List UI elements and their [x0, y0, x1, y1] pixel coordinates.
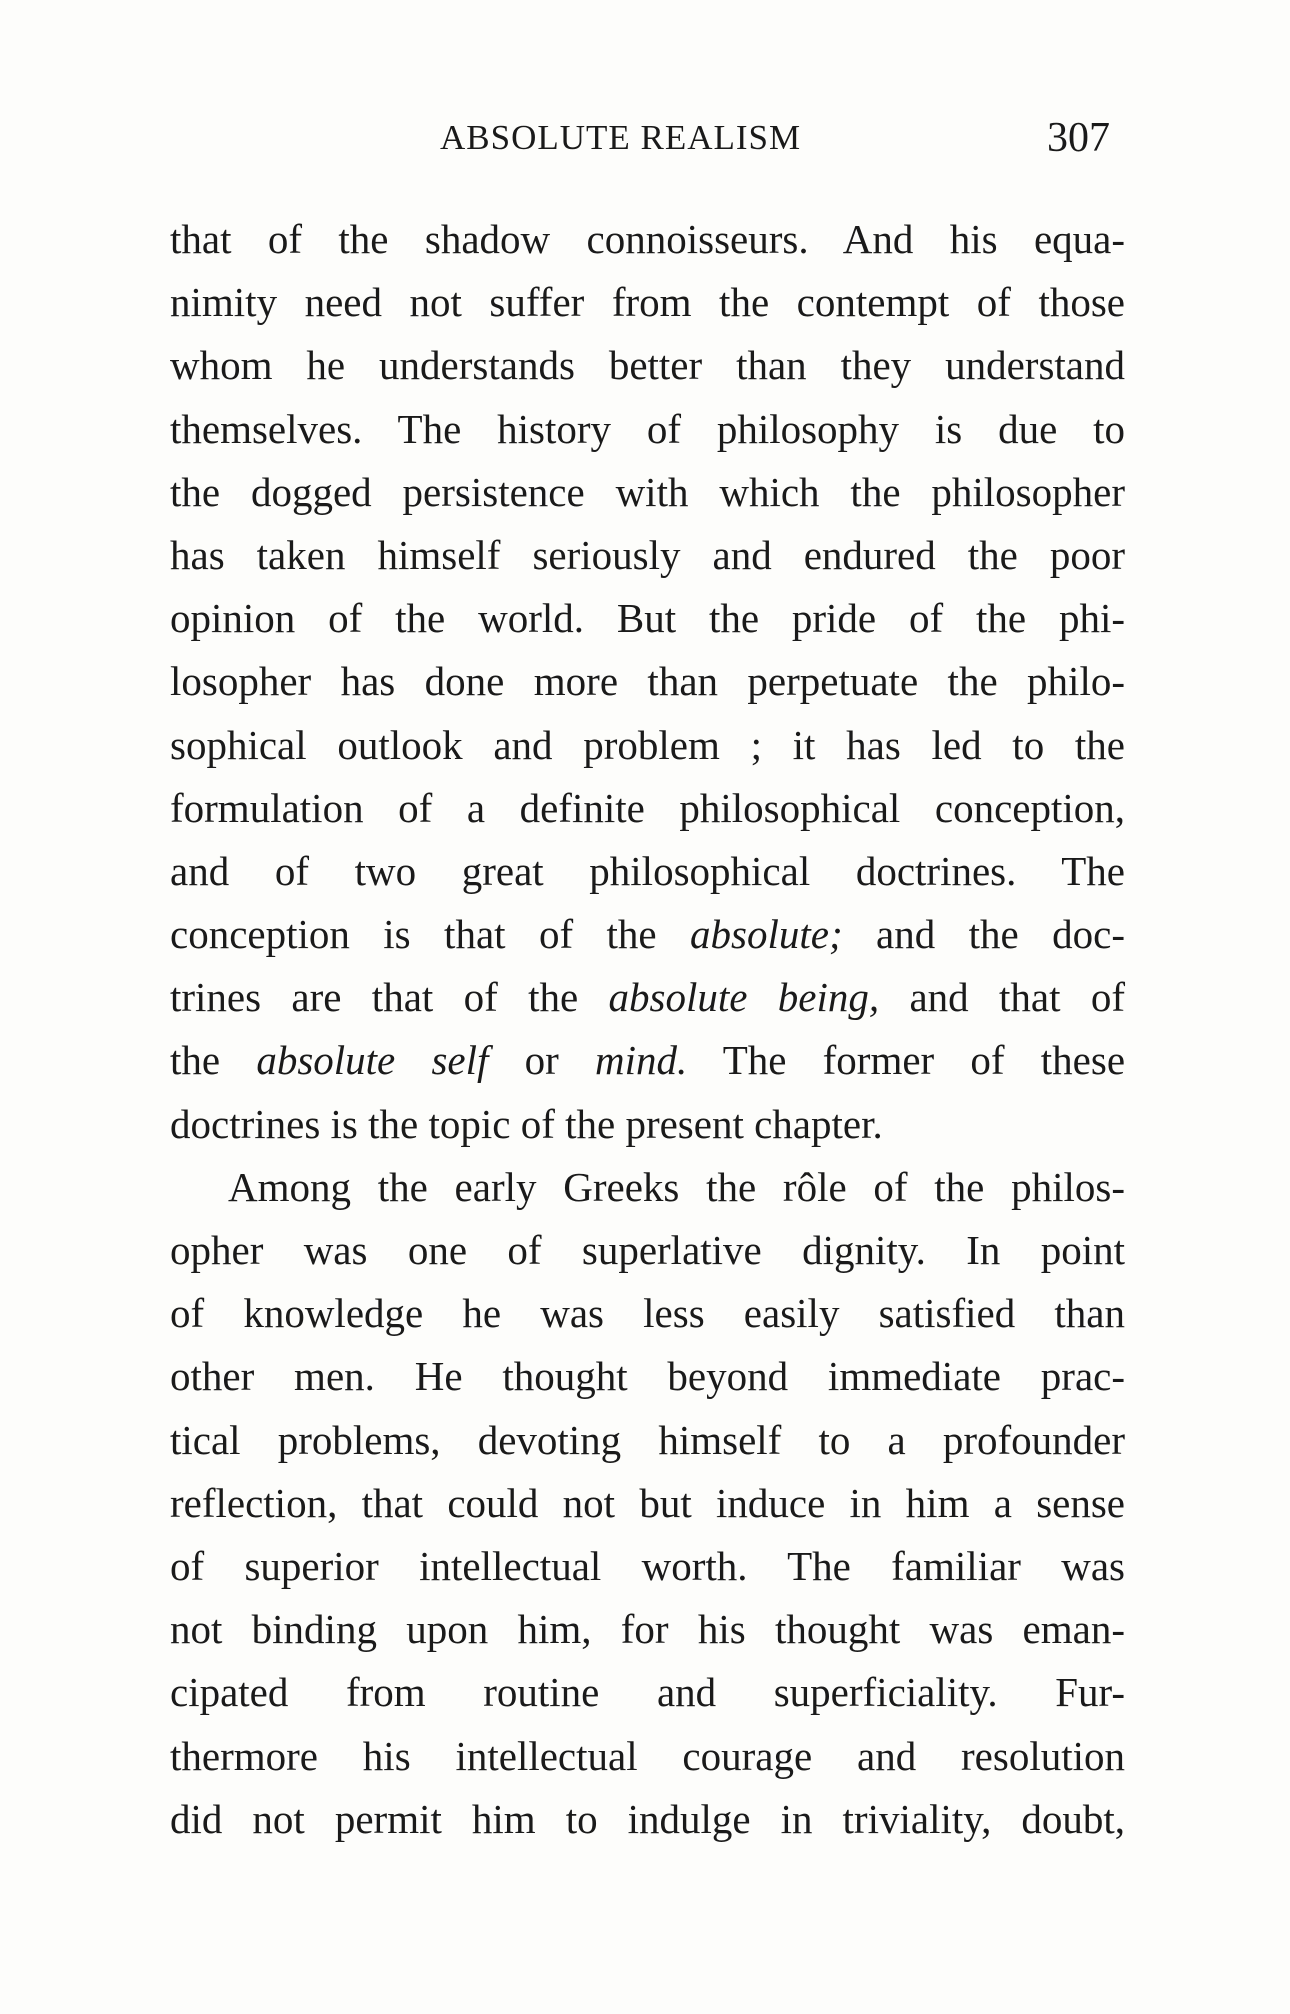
- text-line: reflection, that could not but induce in him a sense: [170, 1479, 1125, 1526]
- text-line: whom he understands better than they understand: [170, 342, 1125, 389]
- text-line: of knowledge he was less easily satisfied than: [170, 1290, 1125, 1337]
- text-line: of superior intellectual worth. The familiar was: [170, 1542, 1125, 1589]
- text-line: themselves. The history of philosophy is due to: [170, 405, 1125, 452]
- italic-term: absolute being,: [608, 974, 880, 1021]
- text-line: [170, 903, 1125, 966]
- text-line: the dogged persistence with which the philosopher: [170, 468, 1125, 515]
- text-line: nimity need not suffer from the contempt of those: [170, 279, 1125, 326]
- text-run: the: [170, 1037, 257, 1084]
- text-line: tical problems, devoting himself to a profounder: [170, 1416, 1125, 1463]
- text-run: The former of these: [687, 1037, 1126, 1084]
- text-line: other men. He thought beyond immediate prac-: [170, 1353, 1125, 1400]
- text-line: opher was one of superlative dignity. In point: [170, 1227, 1125, 1273]
- text-line: [170, 1029, 1125, 1092]
- text-line: losopher has done more than perpetuate the philo-: [170, 658, 1125, 705]
- text-line: not binding upon him, for his thought was eman-: [170, 1606, 1125, 1653]
- text-run: and that of: [879, 974, 1125, 1021]
- text-line: cipated from routine and superficiality. Fur-: [170, 1669, 1125, 1716]
- italic-term: absolute self: [256, 1037, 489, 1084]
- text-line: has taken himself seriously and endured the poor: [170, 531, 1125, 578]
- body-text: [170, 208, 1125, 1851]
- text-line: doctrines is the topic of the present chapter.: [170, 1100, 883, 1147]
- text-line: thermore his intellectual courage and resolution: [170, 1732, 1125, 1779]
- text-line: and of two great philosophical doctrines. The: [170, 847, 1125, 894]
- text-run: or: [488, 1037, 595, 1084]
- text-line: formulation of a definite philosophical conception,: [170, 784, 1125, 831]
- text-line: did not permit him to indulge in triviality, doubt,: [170, 1795, 1125, 1842]
- running-title: ABSOLUTE REALISM: [440, 118, 802, 157]
- text-line: sophical outlook and problem ; it has led to the: [170, 721, 1125, 768]
- text-line: Among the early Greeks the rôle of the philos-: [228, 1163, 1125, 1210]
- italic-term: absolute;: [690, 911, 843, 958]
- paragraph: [170, 208, 1125, 1156]
- paragraph: [170, 1156, 1125, 1851]
- text-line: that of the shadow connoisseurs. And his equa-: [170, 216, 1125, 262]
- text-line: opinion of the world. But the pride of the phi-: [170, 595, 1125, 642]
- text-run: trines are that of the: [170, 974, 609, 1021]
- text-line: [170, 966, 1125, 1029]
- running-head: [170, 115, 1120, 168]
- page-number: 307: [1047, 115, 1110, 161]
- italic-term: mind.: [594, 1037, 688, 1084]
- text-run: conception is that of the: [170, 911, 691, 958]
- text-run: and the doc-: [842, 911, 1125, 958]
